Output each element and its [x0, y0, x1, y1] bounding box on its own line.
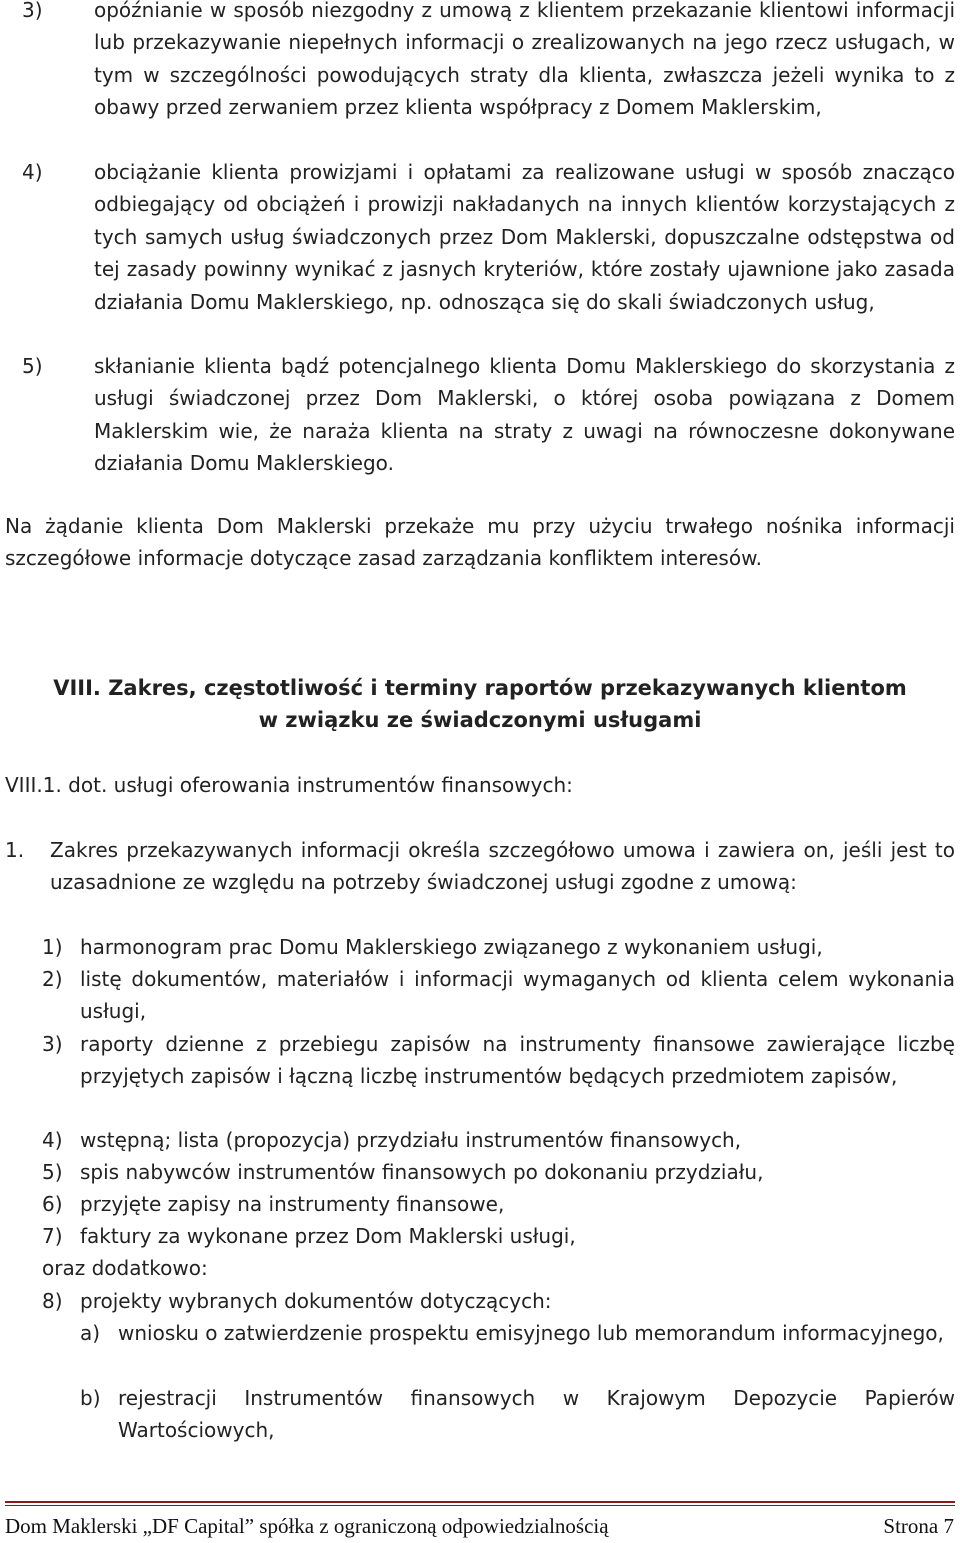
- list-item-text: obciążanie klienta prowizjami i opłatami za realizowane usługi w sposób znacząco odbiegający od obciążeń i prowizji nakładanych na innych klientów korzystających z tych samych usług świadczonych przez Dom Maklerski, dopuszczalne odstępstwa od tej zasady powinny wynikać z jasnych kryteriów, które zostały ujawnione jako zasada działania Domu Maklerskiego, np. odnosząca się do skali świadczonych usług,: [94, 160, 955, 314]
- list-item-text: raporty dzienne z przebiegu zapisów na instrumenty finansowe zawierające liczbę przyjętych zapisów i łączną liczbę instrumentów będących przedmiotem zapisów,: [80, 1032, 955, 1089]
- footer-divider: [5, 1501, 955, 1503]
- list-item-number: 5): [22, 354, 43, 378]
- list-item-number: 5): [42, 1160, 63, 1184]
- additionally-label: oraz dodatkowo:: [42, 1256, 208, 1280]
- list-item-number: 6): [42, 1192, 63, 1216]
- sublist-item-letter: b): [80, 1386, 101, 1410]
- list-item-text: listę dokumentów, materiałów i informacji wymaganych od klienta celem wykonania usługi,: [80, 967, 955, 1024]
- list-item-text: projekty wybranych dokumentów dotyczących:: [80, 1289, 552, 1313]
- section-heading-line2: w związku ze świadczonymi usługami: [258, 708, 702, 733]
- section-heading-line1: VIII. Zakres, częstotliwość i terminy raportów przekazywanych klientom: [53, 676, 907, 700]
- sublist-item-text: wniosku o zatwierdzenie prospektu emisyjnego lub memorandum informacyjnego,: [118, 1321, 944, 1345]
- list-item-number: 3): [42, 1032, 63, 1056]
- footer-page-number: Strona 7: [883, 1514, 954, 1538]
- list-item-text: harmonogram prac Domu Maklerskiego związanego z wykonaniem usługi,: [80, 935, 823, 959]
- point-text: Zakres przekazywanych informacji określa szczegółowo umowa i zawiera on, jeśli jest to uzasadnione ze względu na potrzeby świadczonej usługi zgodne z umową:: [50, 838, 955, 895]
- list-item-text: wstępną; lista (propozycja) przydziału instrumentów finansowych,: [80, 1128, 742, 1152]
- list-item-text: przyjęte zapisy na instrumenty finansowe,: [80, 1192, 505, 1216]
- list-item-number: 1): [42, 935, 63, 959]
- sublist-item-text: rejestracji Instrumentów finansowych w Krajowym Depozycie Papierów Wartościowych,: [118, 1386, 955, 1443]
- list-item-number: 7): [42, 1224, 63, 1248]
- list-item-number: 4): [42, 1128, 63, 1152]
- list-item-text: skłanianie klienta bądź potencjalnego klienta Domu Maklerskiego do skorzystania z usługi świadczonej przez Dom Maklerski, o której osoba powiązana z Domem Maklerskim wie, że naraża klienta na straty z uwagi na równoczesne dokonywane działania Domu Maklerskiego.: [94, 354, 955, 476]
- list-item-number: 3): [22, 0, 43, 22]
- footer-company-name: Dom Maklerski „DF Capital” spółka z ograniczoną odpowiedzialnością: [5, 1514, 609, 1538]
- section-heading: [0, 672, 960, 737]
- list-item-text: spis nabywców instrumentów finansowych po dokonaniu przydziału,: [80, 1160, 764, 1184]
- list-item-text: faktury za wykonane przez Dom Maklerski usługi,: [80, 1224, 576, 1248]
- sublist-item-letter: a): [80, 1321, 101, 1345]
- section-subheading: VIII.1. dot. usługi oferowania instrumentów finansowych:: [5, 773, 573, 797]
- footer-divider: [5, 1505, 955, 1506]
- list-item-number: 8): [42, 1289, 63, 1313]
- list-item-number: 2): [42, 967, 63, 991]
- point-number: 1.: [5, 838, 25, 862]
- conflict-info-request-paragraph: Na żądanie klienta Dom Maklerski przekaże mu przy użyciu trwałego nośnika informacji szczegółowe informacje dotyczące zasad zarządzania konfliktem interesów.: [5, 514, 955, 571]
- list-item-number: 4): [22, 160, 43, 184]
- list-item-text: opóźnianie w sposób niezgodny z umową z klientem przekazanie klientowi informacji lub przekazywanie niepełnych informacji o zrealizowanych na jego rzecz usługach, w tym w szczególności powodujących straty dla klienta, zwłaszcza jeżeli wynika to z obawy przed zerwaniem przez klienta współpracy z Domem Maklerskim,: [94, 0, 955, 120]
